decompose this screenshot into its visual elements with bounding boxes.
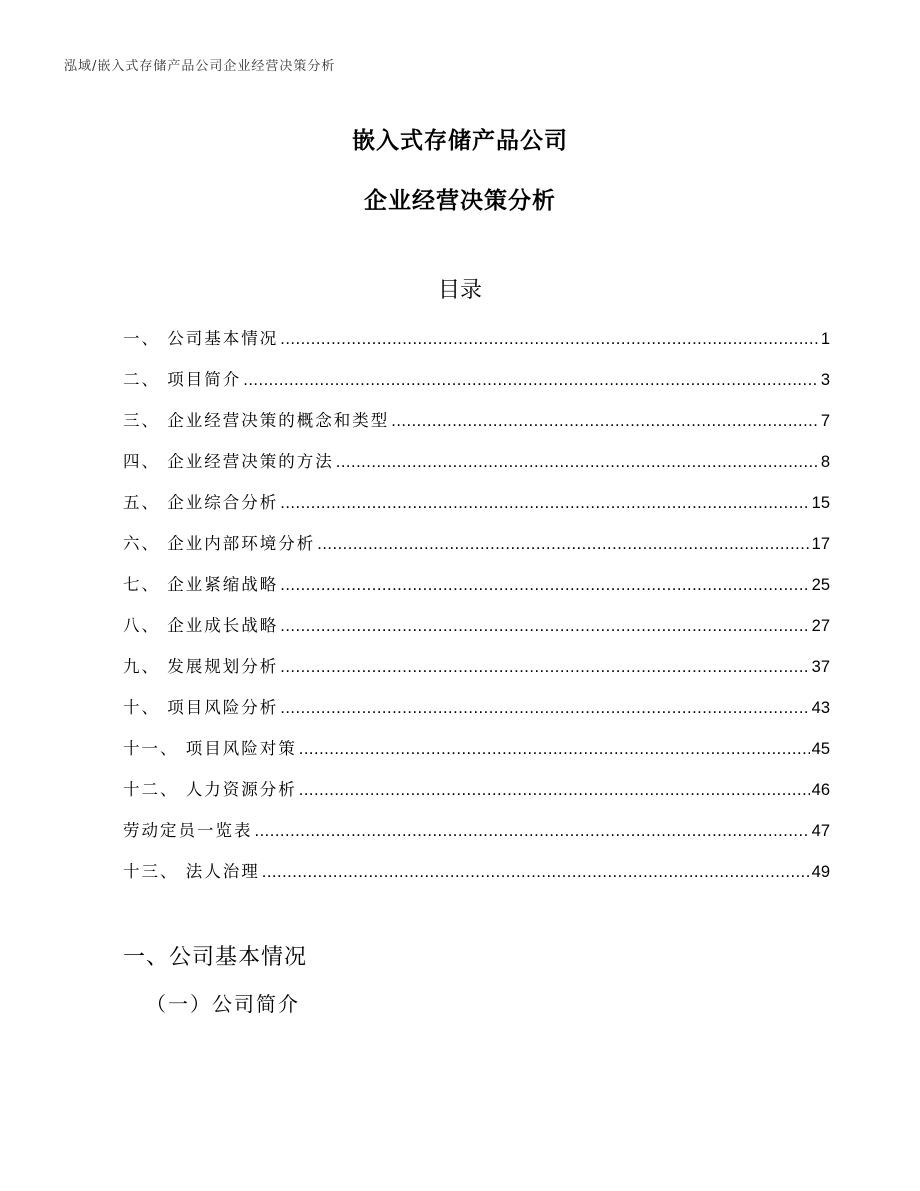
- toc-entry-label: 二、 项目简介: [123, 370, 242, 389]
- toc-leader-dots: [255, 822, 810, 841]
- toc-leader-dots: [280, 494, 809, 513]
- toc-page-number: 37: [811, 658, 830, 676]
- toc-entry[interactable]: [123, 694, 830, 735]
- toc-entry-label: 五、 企业综合分析: [123, 493, 279, 512]
- toc-entry[interactable]: [123, 325, 830, 366]
- toc-entry-label: 九、 发展规划分析: [123, 657, 279, 676]
- toc-entry[interactable]: [123, 612, 830, 653]
- section-heading: 一、公司基本情况: [123, 945, 308, 970]
- toc-entry[interactable]: [123, 735, 830, 776]
- toc-leader-dots: [299, 781, 810, 800]
- toc-title: 目录: [437, 278, 482, 303]
- toc-entry[interactable]: [123, 571, 830, 612]
- toc-entry[interactable]: [123, 366, 830, 407]
- toc-entry-label: 十三、 法人治理: [123, 862, 260, 881]
- toc-page-number: 3: [820, 371, 830, 389]
- toc-entry-label: 八、 企业成长战略: [123, 616, 279, 635]
- toc-entry-label: 七、 企业紧缩战略: [123, 575, 279, 594]
- toc-page-number: 49: [811, 863, 830, 881]
- document-title-line-2: 企业经营决策分析: [364, 188, 556, 214]
- toc-page-number: 1: [820, 330, 830, 348]
- subsection-heading: （一）公司简介: [146, 992, 300, 1016]
- toc-entry[interactable]: [123, 858, 830, 899]
- toc-entry[interactable]: [123, 817, 830, 858]
- toc-entry[interactable]: [123, 530, 830, 571]
- table-of-contents: [123, 325, 830, 899]
- toc-entry[interactable]: [123, 776, 830, 817]
- toc-leader-dots: [280, 658, 809, 677]
- running-header: 泓域/嵌入式存储产品公司企业经营决策分析: [64, 59, 336, 74]
- toc-entry-label: 劳动定员一览表: [123, 821, 253, 840]
- toc-leader-dots: [280, 617, 809, 636]
- toc-page-number: 15: [811, 494, 830, 512]
- document-title-line-1: 嵌入式存储产品公司: [352, 128, 568, 154]
- toc-page-number: 43: [811, 699, 830, 717]
- toc-entry-label: 三、 企业经营决策的概念和类型: [123, 411, 390, 430]
- toc-entry-label: 一、 公司基本情况: [123, 329, 279, 348]
- toc-page-number: 46: [811, 781, 830, 799]
- toc-page-number: 17: [811, 535, 830, 553]
- toc-entry[interactable]: [123, 489, 830, 530]
- toc-page-number: 27: [811, 617, 830, 635]
- toc-leader-dots: [336, 453, 819, 472]
- toc-entry-label: 六、 企业内部环境分析: [123, 534, 316, 553]
- toc-leader-dots: [317, 535, 809, 554]
- toc-entry-label: 十一、 项目风险对策: [123, 739, 297, 758]
- toc-page-number: 25: [811, 576, 830, 594]
- toc-page-number: 7: [820, 412, 830, 430]
- toc-entry[interactable]: [123, 448, 830, 489]
- toc-leader-dots: [391, 412, 819, 431]
- toc-leader-dots: [243, 371, 819, 390]
- toc-leader-dots: [280, 699, 809, 718]
- toc-entry-label: 十二、 人力资源分析: [123, 780, 297, 799]
- toc-leader-dots: [262, 863, 810, 882]
- toc-leader-dots: [299, 740, 810, 759]
- toc-leader-dots: [280, 576, 809, 595]
- toc-page-number: 8: [820, 453, 830, 471]
- toc-entry-label: 四、 企业经营决策的方法: [123, 452, 334, 471]
- toc-entry-label: 十、 项目风险分析: [123, 698, 279, 717]
- toc-page-number: 45: [811, 740, 830, 758]
- toc-entry[interactable]: [123, 653, 830, 694]
- toc-entry[interactable]: [123, 407, 830, 448]
- toc-page-number: 47: [811, 822, 830, 840]
- toc-leader-dots: [280, 330, 819, 349]
